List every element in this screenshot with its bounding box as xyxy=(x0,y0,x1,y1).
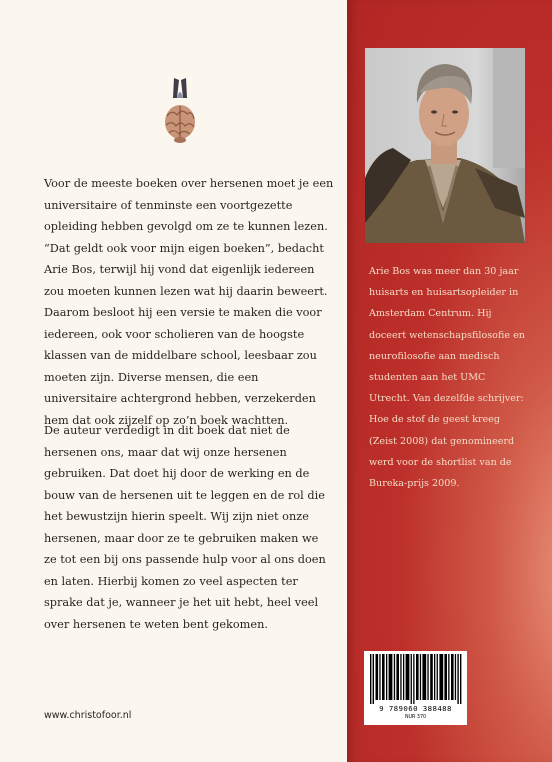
blurb-text-2: De auteur verdedigt in dit boek dat niet de hersenen ons, maar dat wij onze hersenen gebruiken. Dat doet hij door de werking en de bouw van de hersenen uit te leggen en de rol die het bewustzijn hierin speelt. Wij zijn niet onze hersenen, maar door ze te gebruiken maken we ze tot een bij ons passende hulp voor al ons doen en laten. Hierbij komen zo veel aspecten ter sprake dat je, wanneer je het uit hebt, heel veel over hersenen te weten bent gekomen. xyxy=(44,424,326,631)
brain-icon xyxy=(163,76,197,146)
author-photo-icon xyxy=(365,48,525,243)
barcode-number: 9 789060 388488 xyxy=(379,704,452,713)
blurb-paragraph-2 xyxy=(44,420,334,635)
blurb-paragraph-1 xyxy=(44,173,334,431)
barcode xyxy=(364,651,467,725)
author-photo xyxy=(365,48,525,243)
barcode-icon xyxy=(364,651,467,705)
nur-code: NUR 370 xyxy=(404,715,427,720)
publisher-website[interactable]: www.christofoor.nl xyxy=(44,710,132,721)
author-bio: Arie Bos was meer dan 30 jaar huisarts en huisartsopleider in Amsterdam Centrum. Hij doceert wetenschapsfilosofie en neurofilosofie aan medisch studenten aan het UMC Utrecht. Van dezelfde schrijver: Hoe de stof de geest kreeg (Zeist 2008) dat genomineerd werd voor de shortlist van de Bureka-prijs 2009. xyxy=(369,266,525,490)
blurb-text-1: Voor de meeste boeken over hersenen moet je een universitaire of tenminste een voortgezette opleiding hebben gevolgd om ze te kunnen lezen. “Dat geldt ook voor mijn eigen boeken”, bedacht Arie Bos, terwijl hij vond dat eigenlijk iedereen zou moeten kunnen lezen wat hij daarin beweert. Daarom besloot hij een versie te maken die voor iedereen, ook voor scholieren van de hoogste klassen van de middelbare school, leesbaar zou moeten zijn. Diverse mensen, die een universitaire achtergrond hebben, verzekerden hem dat ook zijzelf op zo’n boek wachtten. xyxy=(44,177,334,427)
